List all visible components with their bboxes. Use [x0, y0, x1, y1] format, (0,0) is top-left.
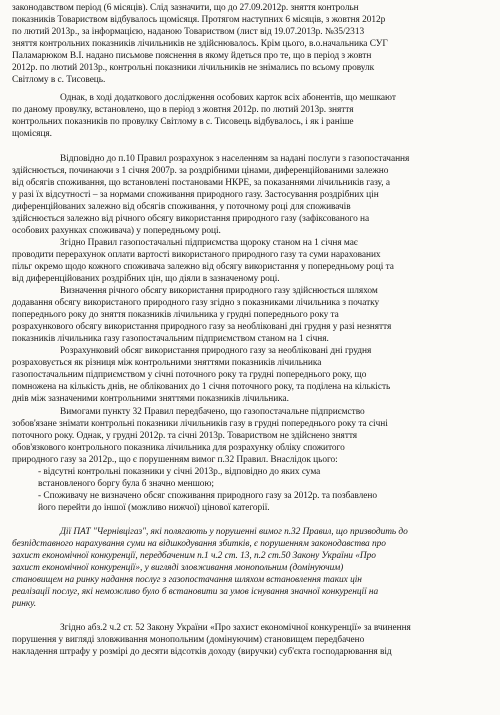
paragraph [12, 526, 494, 610]
text-line: захист економічної конкуренції, передбаченим п.1 ч.2 ст. 13, п.2 ст.50 Закону України «Про [12, 551, 376, 562]
paragraph-gap [12, 610, 494, 622]
text-line: Визначення річного обсягу використання природного газу здійснюється шляхом [60, 286, 378, 297]
text-line: розраховується як різниця між контрольними зняттями показників лічильника [12, 358, 322, 369]
text-line: поточного року. Однак, у грудні 2012р. та січні 2013р. Товариством не здійснено зняття [12, 430, 358, 441]
text-line: природного газу за 2012р., що є порушенням вимог п.32 Правил. Внаслідок цього: [12, 454, 338, 465]
text-line: газопостачальним підприємством у січні поточного року та грудні попереднього року, що [12, 370, 367, 381]
text-line: від обсягів споживання, що встановлені постановами НКРЕ, за показаннями лічильників газу, а [12, 177, 390, 188]
text-line: його перейти до іншої (можливо нижчої) цінової категорії. [38, 502, 270, 513]
text-line: зняття контрольних показників лічильників не здійснювалось. Крім цього, в.о.начальника СУГ [12, 39, 388, 50]
text-line: помножена на кількість днів, не облікованих до 1 січня поточного року, та поділена на кількість [12, 382, 391, 393]
text-line: диференційованих залежно від обсягів споживання, у поточному році для споживачів [12, 201, 351, 212]
text-line: пільг окремо щодо кожного споживача залежно від обсягу використання у попередньому році та [12, 261, 394, 272]
paragraph [12, 237, 494, 285]
text-line: розрахункового обсягу використання природного газу за необліковані дні грудня у разі незняття [12, 322, 392, 333]
text-line: - Споживачу не визначено обсяг споживання природного газу за 2012р. та позбавлено [38, 490, 377, 501]
text-line: днів між зазначеними контрольними зняттями показників лічильника. [12, 394, 289, 405]
text-line: Відповідно до п.10 Правил розрахунок з населенням за надані послуги з газопостачання [60, 153, 410, 164]
paragraph [12, 2, 494, 86]
text-line: Дії ПАТ "Чернівцігаз", які полягають у порушенні вимог п.32 Правил, що призводить до [60, 526, 408, 537]
text-line: проводити перерахунок оплати вартості використаного природного газу та суми нарахованих [12, 249, 381, 260]
paragraph [12, 345, 494, 405]
text-line: накладення штрафу у розмірі до десяти відсотків доходу (виручки) суб'єкта господарювання від [12, 647, 392, 658]
text-line: здійснюється залежно від річного обсягу використання природного газу (зафіксованого на [12, 213, 370, 224]
paragraph-gap [12, 141, 494, 153]
text-line: - відсутні контрольні показники у січні 2013р., відповідно до яких сума [38, 466, 321, 477]
text-line: 2012р. по лютий 2013р., контрольні показники лічильників не знімались по всьому провулк [12, 63, 375, 74]
text-line: Розрахунковий обсяг використання природного газу за необліковані дні грудня [60, 346, 372, 357]
paragraph-gap [12, 514, 494, 526]
text-line: особових рахунках споживача) у попередньому році. [12, 225, 221, 236]
paragraph [12, 622, 494, 658]
text-line: здійснюється, починаючи з 1 січня 2007р. за роздрібними цінами, диференційованими залежно [12, 165, 389, 176]
text-line: додавання обсягу використаного природного газу згідно з показниками лічильника з початку [12, 298, 380, 309]
paragraph [12, 153, 494, 237]
text-line: Однак, в ході додаткового дослідження особових карток всіх абонентів, що мешкают [60, 93, 396, 104]
text-line: захист економічної конкуренції», у вигляді зловживання монопольним (домінуючим) [12, 563, 344, 574]
paragraph [12, 92, 494, 140]
text-line: від диференційованих роздрібних цін, що діяли в зазначеному році. [12, 273, 280, 284]
text-line: обов'язкового контрольного показника лічильника для розрахунку обліку спожитого [12, 442, 345, 453]
text-line: Згідно абз.2 ч.2 ст. 52 Закону України «Про захист економічної конкуренції» за вчинення [60, 623, 411, 634]
text-line: безпідставного нарахування суми на відшкодування збитків, є порушенням законодавства про [12, 538, 386, 549]
text-line: контрольних показників по провулку Світлому в с. Тисовець відбувалось, і як і раніше [12, 117, 354, 128]
text-line: по даному провулку, встановлено, що в період з жовтня 2012р. по лютий 2013р. зняття [12, 105, 354, 116]
text-line: у разі їх відсутності – за нормами споживання природного газу. Застосування роздрібних цін [12, 189, 379, 200]
text-line: порушення у вигляді зловживання монопольним (домінуючим) становищем передбачено [12, 635, 365, 646]
text-line: законодавством період (6 місяців). Слід зазначити, що до 27.09.2012р. зняття контрольн [12, 3, 359, 13]
text-line: ринку. [12, 599, 37, 610]
text-line: Згідно Правил газопостачальні підприємства щороку станом на 1 січня має [60, 237, 358, 248]
text-line: встановленого боргу була б значно меншою; [38, 478, 214, 489]
text-line: показників Товариством відбувалось щомісяця. Протягом наступних 6 місяців, з жовтня 2012р [12, 15, 386, 26]
text-line: реалізації послуг, які неможливо було б встановити за умов існування значної конкуренції на [12, 587, 379, 598]
text-line: Паламарюком В.І. надано письмове пояснення в якому йдеться про те, що в період з жовтн [12, 51, 372, 62]
paragraph [12, 466, 494, 514]
text-line: Світлому в с. Тисовець. [12, 75, 106, 86]
text-line: по лютий 2013р., за інформацією, наданою Товариством (лист від 19.07.2013р. №35/2313 [12, 27, 365, 38]
text-line: Вимогами пункту 32 Правил передбачено, що газопостачальне підприємство [60, 406, 365, 417]
paragraph [12, 285, 494, 345]
text-line: попереднього року до зняття показників лічильника у грудні попереднього року та [12, 310, 339, 321]
paragraph [12, 406, 494, 466]
text-line: показників лічильника газу газопостачальним підприємством станом на 1 січня. [12, 334, 329, 345]
text-line: зобов'язане знімати контрольні показники лічильників газу в грудні попереднього року та січні [12, 418, 388, 429]
text-line: щомісяця. [12, 129, 52, 140]
text-line: становищем на ринку надання послуг з газопостачання шляхом встановлення таких цін [12, 575, 362, 586]
